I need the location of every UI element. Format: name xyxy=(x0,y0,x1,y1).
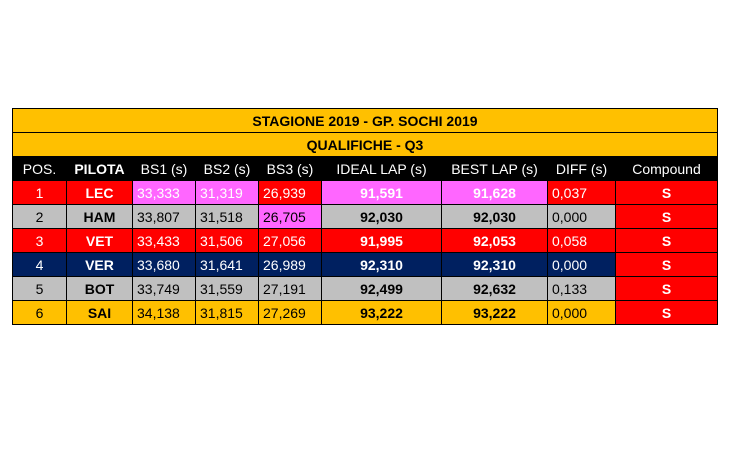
pilot-cell: LEC xyxy=(67,181,133,205)
bs1-cell: 33,680 xyxy=(133,253,196,277)
bs2-cell: 31,518 xyxy=(196,205,259,229)
diff-cell: 0,058 xyxy=(548,229,616,253)
pos-cell: 1 xyxy=(13,181,67,205)
best-lap-cell: 93,222 xyxy=(442,301,548,325)
bs2-cell: 31,641 xyxy=(196,253,259,277)
bs2-cell: 31,319 xyxy=(196,181,259,205)
table-title: STAGIONE 2019 - GP. SOCHI 2019 xyxy=(13,109,718,133)
table-subtitle: QUALIFICHE - Q3 xyxy=(13,133,718,157)
table-row xyxy=(13,277,718,301)
compound-cell: S xyxy=(616,181,718,205)
compound-cell: S xyxy=(616,253,718,277)
bs1-cell: 34,138 xyxy=(133,301,196,325)
bs3-cell: 26,989 xyxy=(259,253,322,277)
ideal-lap-cell: 91,591 xyxy=(322,181,442,205)
pilot-cell: BOT xyxy=(67,277,133,301)
pilot-cell: VER xyxy=(67,253,133,277)
pilot-cell: HAM xyxy=(67,205,133,229)
table-row xyxy=(13,301,718,325)
table-row xyxy=(13,253,718,277)
bs3-cell: 26,939 xyxy=(259,181,322,205)
header-ideal-lap: IDEAL LAP (s) xyxy=(322,157,442,181)
pos-cell: 3 xyxy=(13,229,67,253)
compound-cell: S xyxy=(616,205,718,229)
bs2-cell: 31,815 xyxy=(196,301,259,325)
ideal-lap-cell: 93,222 xyxy=(322,301,442,325)
ideal-lap-cell: 92,310 xyxy=(322,253,442,277)
best-lap-cell: 92,632 xyxy=(442,277,548,301)
bs1-cell: 33,333 xyxy=(133,181,196,205)
best-lap-cell: 92,310 xyxy=(442,253,548,277)
header-bs3: BS3 (s) xyxy=(259,157,322,181)
pos-cell: 6 xyxy=(13,301,67,325)
bs3-cell: 26,705 xyxy=(259,205,322,229)
best-lap-cell: 92,030 xyxy=(442,205,548,229)
table-row xyxy=(13,229,718,253)
diff-cell: 0,133 xyxy=(548,277,616,301)
best-lap-cell: 91,628 xyxy=(442,181,548,205)
subtitle-row xyxy=(13,133,718,157)
bs2-cell: 31,506 xyxy=(196,229,259,253)
bs1-cell: 33,807 xyxy=(133,205,196,229)
qualifying-results-table xyxy=(12,108,718,325)
bs3-cell: 27,269 xyxy=(259,301,322,325)
best-lap-cell: 92,053 xyxy=(442,229,548,253)
pos-cell: 4 xyxy=(13,253,67,277)
ideal-lap-cell: 92,030 xyxy=(322,205,442,229)
header-pilot: PILOTA xyxy=(67,157,133,181)
header-compound: Compound xyxy=(616,157,718,181)
compound-cell: S xyxy=(616,301,718,325)
bs2-cell: 31,559 xyxy=(196,277,259,301)
pilot-cell: VET xyxy=(67,229,133,253)
table-row xyxy=(13,181,718,205)
diff-cell: 0,037 xyxy=(548,181,616,205)
diff-cell: 0,000 xyxy=(548,301,616,325)
ideal-lap-cell: 91,995 xyxy=(322,229,442,253)
bs1-cell: 33,433 xyxy=(133,229,196,253)
header-pos: POS. xyxy=(13,157,67,181)
table-row xyxy=(13,205,718,229)
title-row xyxy=(13,109,718,133)
header-bs1: BS1 (s) xyxy=(133,157,196,181)
pos-cell: 2 xyxy=(13,205,67,229)
diff-cell: 0,000 xyxy=(548,253,616,277)
header-row xyxy=(13,157,718,181)
compound-cell: S xyxy=(616,277,718,301)
bs3-cell: 27,056 xyxy=(259,229,322,253)
header-diff: DIFF (s) xyxy=(548,157,616,181)
header-bs2: BS2 (s) xyxy=(196,157,259,181)
pos-cell: 5 xyxy=(13,277,67,301)
diff-cell: 0,000 xyxy=(548,205,616,229)
pilot-cell: SAI xyxy=(67,301,133,325)
header-best-lap: BEST LAP (s) xyxy=(442,157,548,181)
ideal-lap-cell: 92,499 xyxy=(322,277,442,301)
compound-cell: S xyxy=(616,229,718,253)
bs3-cell: 27,191 xyxy=(259,277,322,301)
bs1-cell: 33,749 xyxy=(133,277,196,301)
